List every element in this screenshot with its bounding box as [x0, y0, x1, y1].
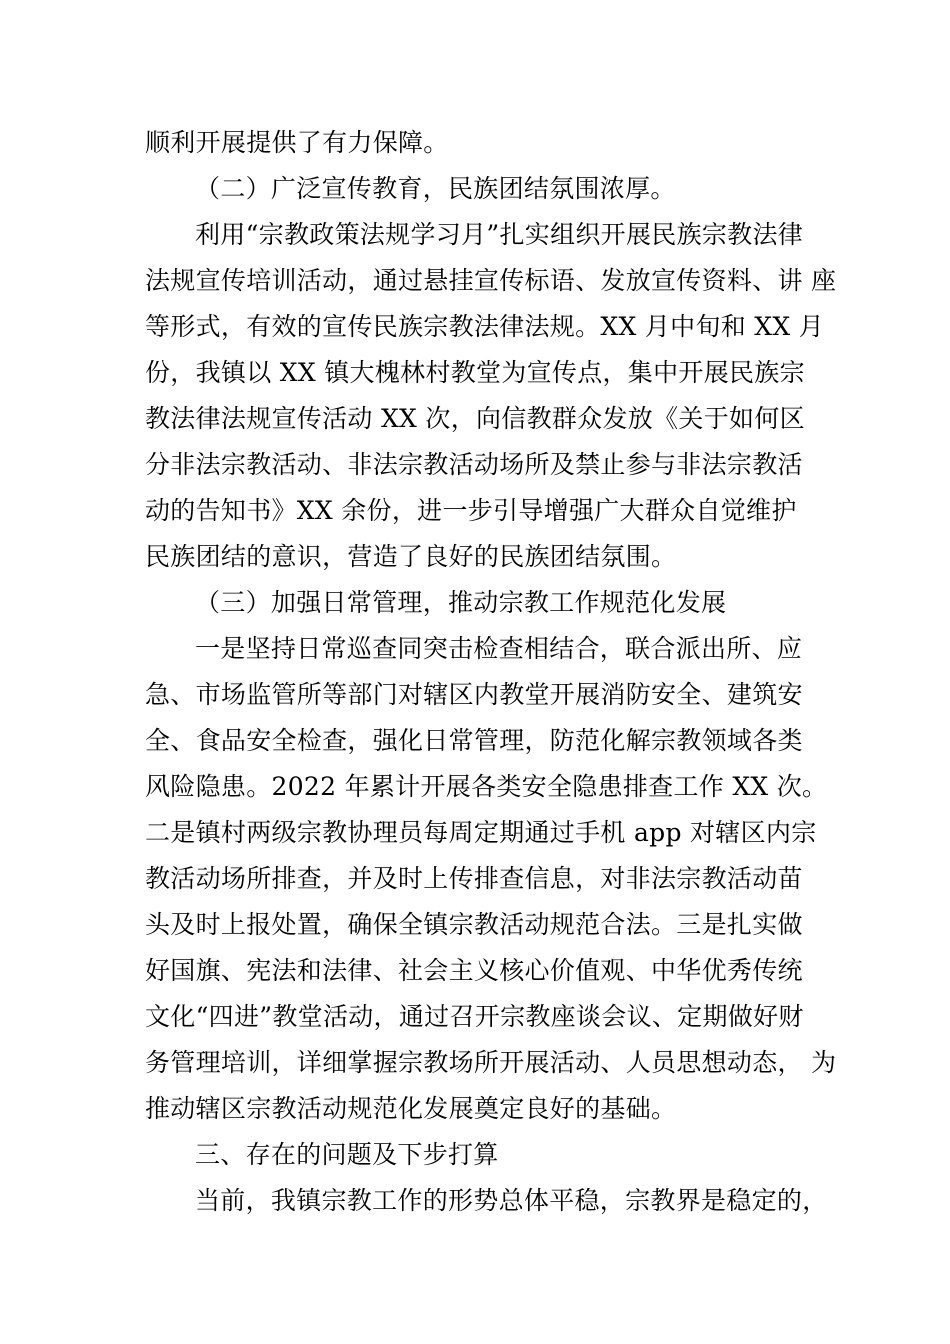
paragraph-line: 教法律法规宣传活动 XX 次，向信教群众发放《关于如何区: [145, 404, 805, 433]
paragraph-line: 当前，我镇宗教工作的形势总体平稳，宗教界是稳定的，: [195, 1186, 828, 1215]
paragraph-line: 民族团结的意识，营造了良好的民族团结氛围。: [145, 542, 677, 571]
paragraph-line: 全、食品安全检查，强化日常管理，防范化解宗教领域各类: [145, 726, 803, 755]
paragraph-line: 推动辖区宗教活动规范化发展奠定良好的基础。: [145, 1094, 677, 1123]
section-heading-3: （三）加强日常管理，推动宗教工作规范化发展: [195, 588, 727, 617]
chapter-heading-3: 三、存在的问题及下步打算: [195, 1140, 499, 1169]
section-heading-2: （二）广泛宣传教育，民族团结氛围浓厚。: [195, 174, 676, 203]
paragraph-line: 文化“四进”教堂活动，通过召开宗教座谈会议、定期做好财: [145, 1002, 804, 1031]
paragraph-line: 教活动场所排查，并及时上传排查信息，对非法宗教活动苗: [145, 864, 803, 893]
paragraph-line: 风险隐患。2022 年累计开展各类安全隐患排查工作 XX 次。: [145, 772, 828, 801]
paragraph-line: 一是坚持日常巡查同突击检查相结合，联合派出所、应: [195, 634, 803, 663]
paragraph-line: 顺利开展提供了有力保障。: [145, 128, 449, 157]
paragraph-line: 急、市场监管所等部门对辖区内教堂开展消防安全、建筑安: [145, 680, 803, 709]
paragraph-line: 等形式，有效的宣传民族宗教法律法规。XX 月中旬和 XX 月: [145, 312, 825, 341]
paragraph-line: 二是镇村两级宗教协理员每周定期通过手机 app 对辖区内宗: [145, 818, 817, 847]
paragraph-line: 动的告知书》XX 余份，进一步引导增强广大群众自觉维护: [145, 496, 797, 525]
paragraph-line: 务管理培训，详细掌握宗教场所开展活动、人员思想动态， 为: [145, 1048, 837, 1077]
paragraph-line: 份，我镇以 XX 镇大槐林村教堂为宣传点，集中开展民族宗: [145, 358, 805, 387]
paragraph-line: 利用“宗教政策法规学习月”扎实组织开展民族宗教法律: [195, 220, 804, 249]
paragraph-line: 法规宣传培训活动，通过悬挂宣传标语、发放宣传资料、讲 座: [145, 266, 837, 295]
paragraph-line: 分非法宗教活动、非法宗教活动场所及禁止参与非法宗教活: [145, 450, 803, 479]
paragraph-line: 好国旗、宪法和法律、社会主义核心价值观、中华优秀传统: [145, 956, 803, 985]
paragraph-line: 头及时上报处置，确保全镇宗教活动规范合法。三是扎实做: [145, 910, 803, 939]
